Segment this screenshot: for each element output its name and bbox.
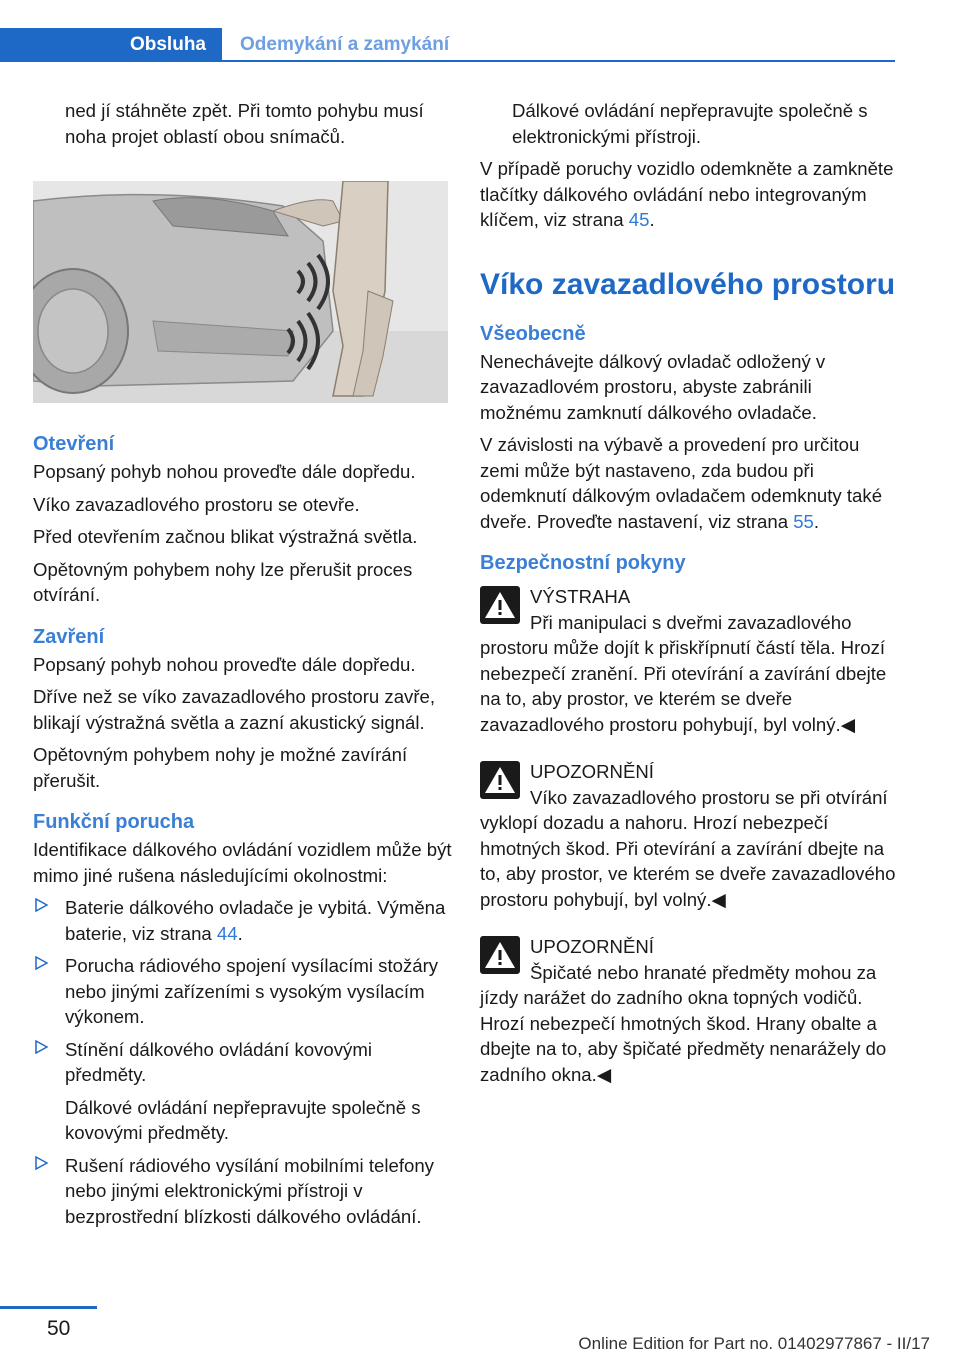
opening-text-4: Opětovným pohybem nohy lze přerušit proces otvírání. [33, 558, 413, 605]
continued-subtext: Dálkové ovládání nepřepravujte společně s elektronickými přístroji. [512, 100, 868, 147]
notice-title: UPOZORNĚNÍ [530, 936, 654, 957]
kick-sensor-illustration [33, 181, 448, 403]
header-bar [0, 28, 895, 62]
page-number: 50 [47, 1317, 71, 1340]
list-item: Porucha rádiového spojení vysílacími stožáry nebo jinými zařízeními s vysokým vysílacím výkonem. [33, 953, 453, 1030]
right-column [480, 98, 898, 1087]
opening-text-1: Popsaný pohyb nohou proveďte dále dopředu. [33, 461, 416, 482]
notice-block [480, 934, 898, 1087]
left-column [33, 98, 453, 1236]
page-link-44[interactable]: 44 [216, 922, 238, 944]
list-item: Stínění dálkového ovládání kovovými předměty. [33, 1037, 453, 1088]
bullet-triangle-icon [35, 1156, 48, 1170]
chapter-tab[interactable]: Obsluha [0, 28, 222, 62]
edition-note: Online Edition for Part no. 01402977867 - II/17 [578, 1334, 930, 1353]
general-text-1: Nenechávejte dálkový ovladač odložený v zavazadlovém prostoru, abyste zabránili možnému zamknutí dálkového ovladače. [480, 350, 826, 423]
closing-text-2: Dříve než se víko zavazadlového prostoru zavře, blikají výstražná světla a zazní akustický signál. [33, 686, 436, 733]
footer-rule [0, 1306, 97, 1309]
list-item: Baterie dálkového ovladače je vybitá. Výměna baterie, viz strana 44. [33, 895, 453, 946]
intro-paragraph: ned jí stáhněte zpět. Při tomto pohybu musí noha projet oblastí obou snímačů. [65, 100, 424, 147]
notice-text: Špičaté nebo hranaté předměty mohou za jízdy narážet do zadního okna topných vodičů. Hrozí nebezpečí hmotných škod. Hrany obalte a dbejte na to, aby špičaté předměty nenarážely do zadního okna.◀ [480, 961, 887, 1085]
notice-title: UPOZORNĚNÍ [530, 761, 654, 782]
bullet-triangle-icon [35, 898, 48, 912]
warning-triangle-icon [480, 586, 520, 624]
malfunction-intro: Identifikace dálkového ovládání vozidlem může být mimo jiné rušena následujícími okolnostmi: [33, 839, 452, 886]
warning-block [480, 584, 898, 737]
notice-block [480, 759, 898, 912]
closing-text-1: Popsaný pohyb nohou proveďte dále dopředu. [33, 653, 416, 675]
page-link-45[interactable]: 45 [628, 209, 650, 230]
header-rule [222, 60, 895, 62]
section-title: Víko zavazadlového prostoru [480, 267, 896, 301]
warning-triangle-icon [480, 936, 520, 974]
section-tab[interactable]: Odemykání a zamykání [240, 34, 450, 55]
general-text-2: V závislosti na výbavě a provedení pro určitou zemi může být nastaveno, zda budou při odemknutí dálkovým ovladačem odemknuty také dveře. Proveďte nastavení, viz strana 55. [480, 434, 883, 532]
warning-triangle-icon [480, 761, 520, 799]
general-heading: Všeobecně [480, 322, 586, 345]
bullet-triangle-icon [35, 1040, 48, 1054]
list-item: Rušení rádiového vysílání mobilními telefony nebo jinými elektronickými přístroji v bezprostřední blízkosti dálkového ovládání. [33, 1153, 453, 1230]
warning-title: VÝSTRAHA [530, 586, 631, 607]
fault-paragraph: V případě poruchy vozidlo odemkněte a zamkněte tlačítky dálkového ovládání nebo integrovaným klíčem, viz strana 45. [480, 158, 894, 230]
closing-text-3: Opětovným pohybem nohy je možné zavírání přerušit. [33, 744, 408, 791]
safety-heading: Bezpečnostní pokyny [480, 552, 686, 574]
opening-heading: Otevření [33, 433, 115, 455]
list-subtext: Dálkové ovládání nepřepravujte společně s kovovými předměty. [65, 1096, 421, 1143]
notice-text: Víko zavazadlového prostoru se při otvírání vyklopí dozadu a nahoru. Hrozí nebezpečí hmotných škod. Při otevírání a zavírání dbejte na to, aby prostor, ve kterém se dveře zavazadlového prostoru pohybují, byl volný.◀ [480, 786, 896, 910]
malfunction-heading: Funkční porucha [33, 811, 195, 833]
page-link-55[interactable]: 55 [793, 510, 814, 532]
warning-text: Při manipulaci s dveřmi zavazadlového prostoru může dojít k přiskřípnutí částí těla. Hrozí nebezpečí zranění. Při otevírání a zavírání dbejte na to, aby prostor, ve kterém se dveře zavazadlového prostoru pohybují, byl volný.◀ [480, 611, 887, 735]
opening-text-3: Před otevřením začnou blikat výstražná světla. [33, 526, 418, 547]
bullet-triangle-icon [35, 956, 48, 970]
opening-text-2: Víko zavazadlového prostoru se otevře. [33, 493, 360, 515]
closing-heading: Zavření [33, 625, 105, 648]
